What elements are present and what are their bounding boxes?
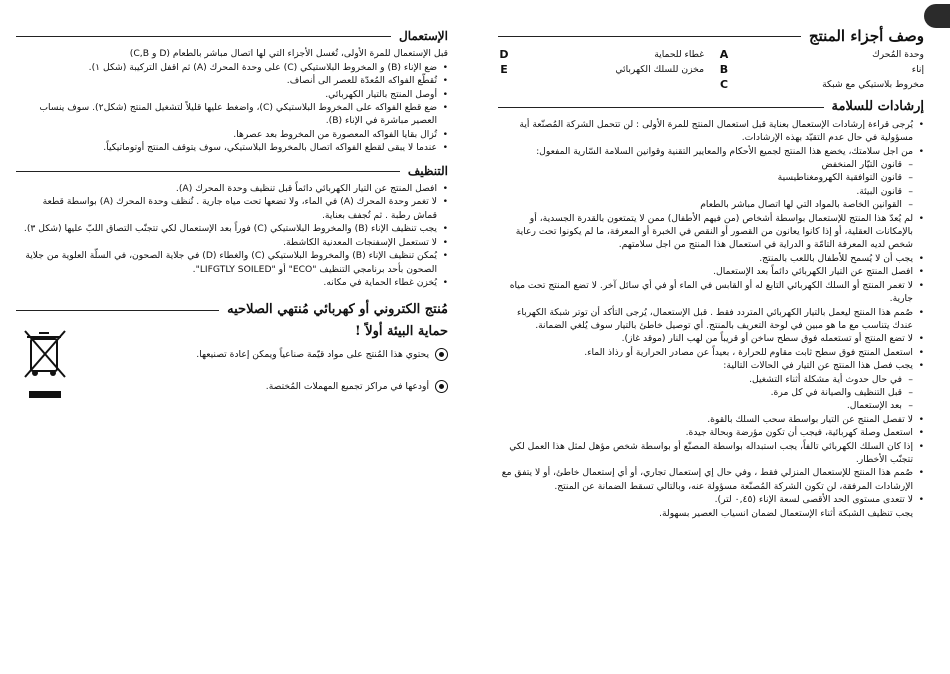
- part-item: [498, 62, 704, 77]
- list-item: – في حال حدوث أية مشكلة أثناء التشغيل.: [498, 373, 924, 386]
- list-item: • أوصل المنتج بالتيار الكهربائي.: [16, 88, 448, 101]
- page-corner-tab: [924, 4, 950, 28]
- list-item: • عندما لا يبقى لقطع الفواكه اتصال بالمخروط البلاستيكي، سوف يتوقف المنتج أوتوماتيكياً.: [16, 141, 448, 154]
- section-header-eol: [16, 303, 448, 316]
- list-item: – قانون التوافقية الكهرومغناطيسية: [498, 171, 924, 184]
- list-item: • يجب تنظيف الإناء (B) والمخروط البلاستيكي (C) فوراً بعد الإستعمال لكي تتجنّب التصاق اللبّ عليها (شكل ٣).: [16, 222, 448, 235]
- list-item: – القوانين الخاصة بالمواد التي لها اتصال مباشر بالطعام: [498, 198, 924, 211]
- list-item: • افصل المنتج عن التيار الكهربائي دائماً قبل تنظيف وحدة المحرك (A).: [16, 182, 448, 195]
- list-item: • يُخزن غطاء الحماية في مكانه.: [16, 276, 448, 289]
- part-letter: E: [500, 63, 508, 77]
- part-label: مخروط بلاستيكي مع شبكة: [822, 79, 924, 91]
- list-item: • لا تفصل المنتج عن التيار بواسطة سحب السلك بالقوة.: [498, 413, 924, 426]
- list-item: • إذا كان السلك الكهربائي تالفاً، يجب استبداله بواسطة المصنّع أو بواسطة شخص مؤهل لمثل هذا العمل لكي تتجنّب الأخطار.: [498, 440, 924, 467]
- environment-line-2-text: أودعها في مراكز تجميع المهملات المُختصة.: [265, 380, 429, 392]
- list-item: • تُزال بقايا الفواكه المعصورة من المخروط بعد عصرها.: [16, 128, 448, 141]
- divider: [16, 310, 219, 311]
- part-label: إناء: [911, 64, 924, 76]
- divider: [498, 107, 824, 108]
- environment-line-1-text: يحتوي هذا المُنتج على مواد قيّمة صناعياً ويمكن إعادة تصنيعها.: [196, 349, 429, 361]
- list-item: • استعمل وصلة كهربائية، فيجب أن تكون مؤرضة وبحالة جيدة.: [498, 426, 924, 439]
- environment-line-1: [84, 348, 448, 361]
- weee-bar: [29, 391, 61, 398]
- cleaning-title: التنظيف: [407, 163, 448, 178]
- section-header-safety: [498, 100, 924, 113]
- list-item: • لا تغمر وحدة المحرك (A) في الماء، ولا تضعها تحت مياه جارية . تُنظف وحدة المحرك (A) بواسطة قطعة قماش رطبة . ثم تُجفف بعناية.: [16, 195, 448, 222]
- list-item: • صُمم هذا المنتج ليعمل بالتيار الكهربائي المتردد فقط . قبل الإستعمال، يُرجى التأكد أن توتر شبكة الكهرباء عندك يتناسب مع ما هو مبين في لوحة التعريف بالمنتج. أي توصيل خاطئ بالتيار سوف يُلغي الضمانة.: [498, 306, 924, 333]
- list-item: • لا تستعمل الإسفنجات المعدنية الكاشطة.: [16, 236, 448, 249]
- list-item: • يُرجى قراءة إرشادات الإستعمال بعناية قبل استعمال المنتج للمرة الأولى : لن تتحمل الشركة المُصنّعة أية مسؤولية في حال عدم التقيّد بهذه الإرشادات.: [498, 118, 924, 145]
- list-item: – بعد الإستعمال.: [498, 399, 924, 412]
- section-header-usage: [16, 30, 448, 43]
- list-item: • لم يُعدّ هذا المنتج للإستعمال بواسطة أشخاص (من فيهم الأطفال) ممن لا يتمتعون بالقدرة الجسدية، أو بالإمكانات العقلية، أو إذا كانوا يعانون من القصور أو النقص في الخبرة أو المعرفة، ما لم يكونوا تحت رعاية شخص لديه المعرفة التامّة و الدراية في استعمال هذا المنتج من اجل سلامتهم.: [498, 212, 924, 252]
- list-item: • صُمم هذا المنتج للإستعمال المنزلي فقط ، وفي حال إي إستعمال تجاري، أو أي إستعمال خاطئ، أو لا يتفق مع الإرشادات المرفقة، لن تكون الشركة المُصنّعة مسؤولة عنه، وبالتالي تسقط الضمانة عن المنتج.: [498, 466, 924, 493]
- list-item: • ضع قطع الفواكه على المخروط البلاستيكي (C)، واضغط عليها قليلاً لتشغيل المنتج (شكل٢). سوف ينساب العصير مباشرة في الإناء (B).: [16, 101, 448, 128]
- part-item: [718, 77, 924, 92]
- list-item: • لا تضع المنتج أو تستعمله فوق سطح ساخن أو قريباً من لهب النار (موقد غاز).: [498, 332, 924, 345]
- usage-list: [16, 61, 448, 155]
- part-letter: C: [719, 78, 729, 92]
- environment-text: [84, 323, 448, 411]
- list-item: – قانون البيئة.: [498, 185, 924, 198]
- weee-symbol: [16, 323, 74, 411]
- environment-title: حماية البيئة أولاً !: [355, 323, 448, 339]
- cleaning-list: [16, 182, 448, 289]
- recycle-bullet-icon: [435, 380, 448, 393]
- crossed-bin-icon: [21, 327, 69, 385]
- list-item: يجب تنظيف الشبكة أثناء الإستعمال لضمان انسياب العصير بسهولة.: [659, 507, 913, 519]
- environment-line-2: [84, 380, 448, 393]
- safety-list: [498, 118, 924, 520]
- part-label: غطاء للحماية: [654, 49, 704, 61]
- safety-title: إرشادات للسلامة: [831, 99, 924, 115]
- parts-list: [498, 47, 924, 92]
- part-item: [718, 62, 924, 77]
- recycle-bullet-icon: [435, 348, 448, 361]
- left-column: [16, 30, 448, 411]
- part-letter: A: [719, 48, 729, 62]
- list-item: • لا تغمر المنتج أو السلك الكهربائي التابع له أو القابس في الماء أو في أي سائل آخر. لا تضع المنتج تحت مياه جارية.: [498, 279, 924, 306]
- list-item: • يجب أن لا يُسمح للأطفال باللعب بالمنتج.: [498, 252, 924, 265]
- section-header-cleaning: [16, 165, 448, 178]
- part-item: [718, 47, 924, 62]
- part-letter: B: [719, 63, 729, 77]
- list-item: • يجب فصل هذا المنتج عن التيار في الحالات التالية:: [498, 359, 924, 372]
- usage-intro: قبل الإستعمال للمرة الأولى، تُغسل الأجزاء التي لها اتصال مباشر بالطعام (D و C,B): [129, 48, 448, 60]
- list-item: • استعمل المنتج فوق سطح ثابت مقاوم للحرارة ، بعيداً عن مصادر الحرارية أو رذاذ الماء.: [498, 346, 924, 359]
- eol-title: مُنتج الكتروني أو كهربائي مُنتهي الصلاحيه: [227, 302, 448, 318]
- list-item: • تُقطّع الفواكه المُعدّة للعصر الى أنصاف.: [16, 74, 448, 87]
- right-column: [498, 27, 924, 520]
- list-item: – قبل التنظيف والصيانة في كل مرة.: [498, 386, 924, 399]
- divider: [16, 171, 400, 172]
- usage-title: الإستعمال: [399, 29, 448, 43]
- parts-title: وصف أجزاء المنتج: [808, 27, 924, 45]
- list-item: – قانون التيّار المنخفض: [498, 158, 924, 171]
- section-header-parts: [498, 27, 924, 45]
- list-item: • لا تتعدى مستوى الحد الأقصى لسعة الإناء (٠,٤٥ لتر).: [498, 493, 924, 506]
- list-item: • من اجل سلامتك، يخضع هذا المنتج لجميع الأحكام والمعايير التقنية وقوانين السلامة السّارية المفعول:: [498, 145, 924, 158]
- divider: [498, 36, 801, 37]
- environment-block: [16, 323, 448, 411]
- part-letter: D: [499, 48, 509, 62]
- divider: [16, 36, 391, 37]
- list-item: • افصل المنتج عن التيار الكهربائي دائماً بعد الإستعمال.: [498, 265, 924, 278]
- list-item: • يُمكن تنظيف الإناء (B) والمخروط البلاستيكي (C) والغطاء (D) في جلاية الصحون، في السلّة العلوية من جلاية الصحون بأحد برنامجي التنظيف "ECO" أو "LIFGTLY SOILED".: [16, 249, 448, 276]
- list-item: • ضع الإناء (B) و المخروط البلاستيكي (C) على وحدة المحرك (A) ثم اقفل التركيبة (شكل ١).: [16, 61, 448, 74]
- part-item: [498, 47, 704, 62]
- part-label: مخزن للسلك الكهربائي: [615, 64, 704, 76]
- part-label: وحدة المُحرك: [872, 49, 924, 61]
